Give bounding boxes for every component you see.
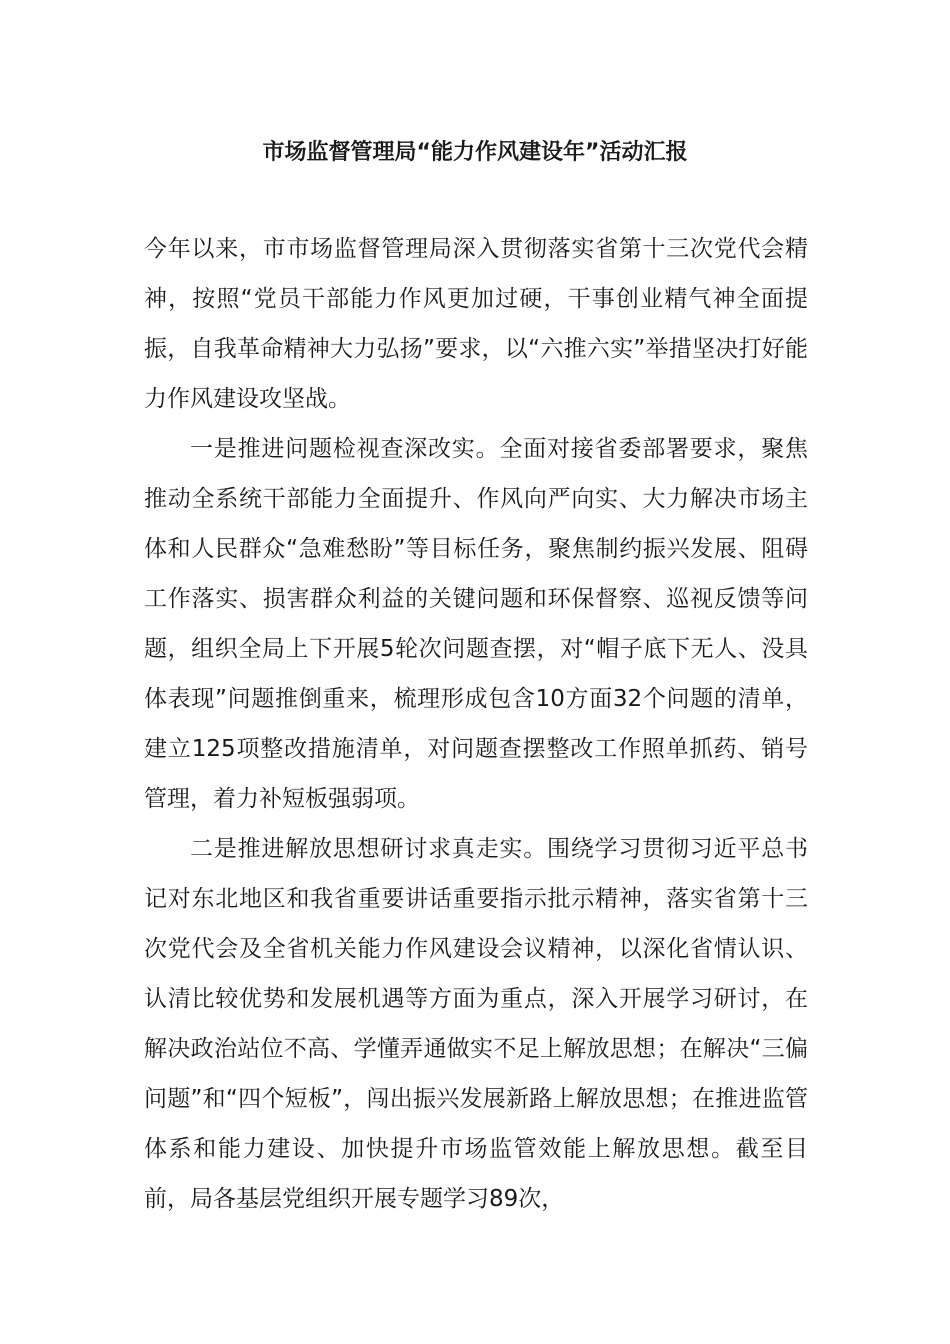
paragraph-intro: 今年以来，市市场监督管理局深入贯彻落实省第十三次党代会精神，按照“党员干部能力作风更加过硬，干事创业精气神全面提振，自我革命精神大力弘扬”要求，以“六推六实”举措坚决打好能力作风建设攻坚战。	[144, 236, 808, 412]
document-body	[144, 224, 808, 1224]
document-title: 市场监督管理局“能力作风建设年”活动汇报	[262, 140, 688, 165]
paragraph-emancipate-thinking: 二是推进解放思想研讨求真走实。围绕学习贯彻习近平总书记对东北地区和我省重要讲话重要指示批示精神，落实省第十三次党代会及全省机关能力作风建设会议精神，以深化省情认识、认清比较优势和发展机遇等方面为重点，深入开展学习研讨，在解决政治站位不高、学懂弄通做实不足上解放思想；在解决“三偏问题”和“四个短板”，闯出振兴发展新路上解放思想；在推进监管体系和能力建设、加快提升市场监管效能上解放思想。截至目前，局各基层党组织开展专题学习89次，	[144, 836, 808, 1212]
paragraph-problem-review: 一是推进问题检视查深改实。全面对接省委部署要求，聚焦推动全系统干部能力全面提升、作风向严向实、大力解决市场主体和人民群众“急难愁盼”等目标任务，聚焦制约振兴发展、阻碍工作落实、损害群众利益的关键问题和环保督察、巡视反馈等问题，组织全局上下开展5轮次问题查摆，对“帽子底下无人、没具体表现”问题推倒重来，梳理形成包含10方面32个问题的清单，建立125项整改措施清单，对问题查摆整改工作照单抓药、销号管理，着力补短板强弱项。	[144, 436, 808, 812]
